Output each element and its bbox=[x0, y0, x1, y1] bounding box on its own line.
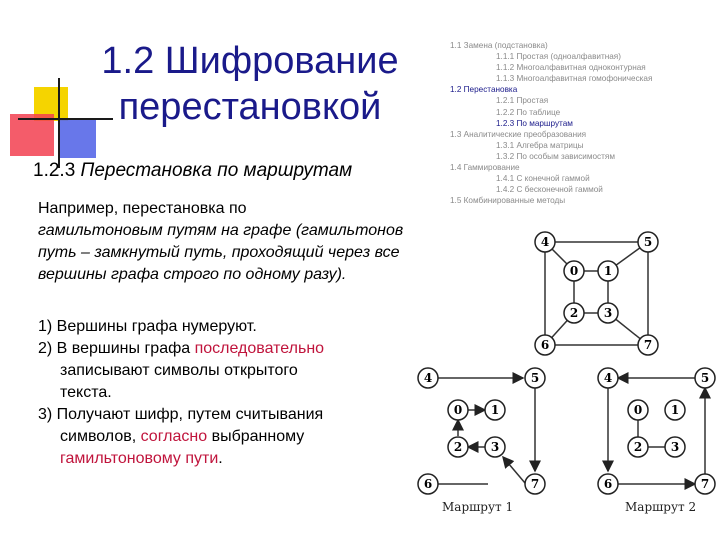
toc-item: 1.3.2 По особым зависимостям bbox=[496, 151, 615, 161]
node-label: 2 bbox=[569, 306, 579, 320]
node-label: 7 bbox=[700, 477, 710, 491]
table-of-contents bbox=[450, 40, 720, 206]
node-label: 1 bbox=[670, 403, 680, 417]
node-label: 4 bbox=[603, 371, 613, 385]
node-label: 3 bbox=[670, 440, 680, 454]
node-label: 0 bbox=[633, 403, 643, 417]
toc-item: 1.1.2 Многоалфавитная одноконтурная bbox=[496, 63, 646, 73]
route-2-caption: Маршрут 2 bbox=[625, 500, 697, 514]
node-label: 6 bbox=[540, 338, 550, 352]
node-label: 6 bbox=[603, 477, 613, 491]
toc-item: 1.5 Комбинированные методы bbox=[450, 196, 566, 206]
node-label: 6 bbox=[423, 477, 433, 491]
toc-item: 1.1 Замена (подстановка) bbox=[450, 41, 548, 50]
step-2: 2) В вершины графа последовательно bbox=[38, 340, 325, 357]
toc-item: 1.4.2 С бесконечной гаммой bbox=[496, 185, 603, 195]
node-label: 4 bbox=[540, 235, 550, 249]
step-1: 1) Вершины графа нумеруют. bbox=[38, 318, 257, 335]
graph-route-1 bbox=[410, 358, 560, 498]
toc-item: 1.3.1 Алгебра матрицы bbox=[496, 140, 584, 150]
node-label: 3 bbox=[490, 440, 500, 454]
toc-item: 1.1.1 Простая (одноалфавитная) bbox=[496, 52, 621, 62]
node-label: 0 bbox=[453, 403, 463, 417]
node-label: 5 bbox=[643, 235, 653, 249]
node-label: 2 bbox=[453, 440, 463, 454]
node-label: 2 bbox=[633, 440, 643, 454]
deco-red-square bbox=[10, 114, 54, 156]
toc-item: 1.2.2 По таблице bbox=[496, 107, 561, 117]
description-paragraph: Например, перестановка по гамильтоновым путям на графе (гамильтонов путь – замкнутый путь, проходящий через все вершины графа строго по одному разу). bbox=[38, 200, 404, 283]
section-subtitle: 1.2.3 Перестановка по маршрутам bbox=[33, 160, 353, 181]
graph-route-2 bbox=[590, 358, 720, 498]
toc-item: 1.3 Аналитические преобразования bbox=[450, 129, 587, 139]
node-label: 1 bbox=[603, 264, 613, 278]
toc-item: 1.2.1 Простая bbox=[496, 96, 549, 106]
steps-list: 1) Вершины графа нумеруют. 2) В вершины графа последовательно записывают символы открытого текста. 3) Получают шифр, путем считывания символов, согласно выбранному гамильтоновому пути. bbox=[38, 316, 418, 470]
graph-full bbox=[520, 220, 670, 360]
toc-item-active: 1.2.3 По маршрутам bbox=[496, 118, 573, 128]
node-label: 4 bbox=[423, 371, 433, 385]
toc-item-active: 1.2 Перестановка bbox=[450, 85, 518, 95]
toc-item: 1.4 Гаммирование bbox=[450, 163, 520, 173]
node-label: 7 bbox=[530, 477, 540, 491]
page-title: 1.2 Шифрование перестановкой bbox=[101, 40, 399, 128]
route-1-caption: Маршрут 1 bbox=[442, 500, 514, 514]
toc-item: 1.1.3 Многоалфавитная гомофоническая bbox=[496, 74, 653, 84]
node-label: 5 bbox=[700, 371, 710, 385]
node-label: 1 bbox=[490, 403, 500, 417]
toc-item: 1.4.1 С конечной гаммой bbox=[496, 174, 590, 184]
node-label: 5 bbox=[530, 371, 540, 385]
node-label: 3 bbox=[603, 306, 613, 320]
node-label: 0 bbox=[569, 264, 579, 278]
step-3: 3) Получают шифр, путем считывания bbox=[38, 406, 324, 423]
node-label: 7 bbox=[643, 338, 653, 352]
